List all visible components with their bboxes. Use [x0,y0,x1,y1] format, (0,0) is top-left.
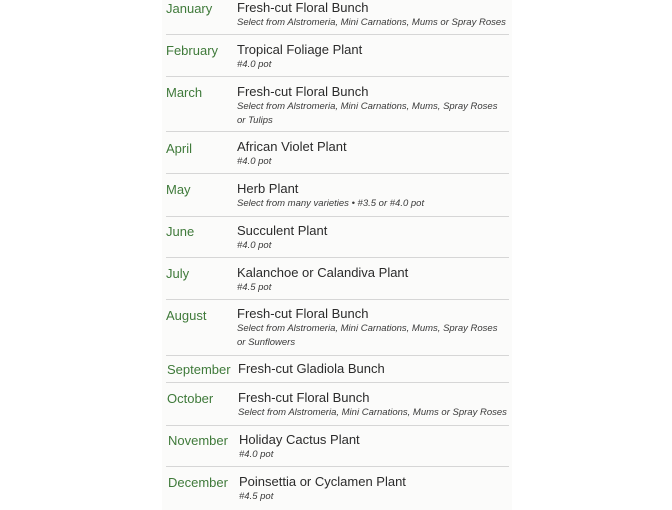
month-label: December [168,475,228,490]
item-subtitle: Select from Alstromeria, Mini Carnations, Mums or Spray Roses [238,407,507,418]
item-subtitle: #4.0 pot [239,449,274,460]
month-label: August [166,308,207,323]
item-block [237,84,503,128]
item-title: Holiday Cactus Plant [239,432,360,447]
month-label: July [166,266,190,281]
item-block [237,181,509,211]
month-label: September [167,362,231,377]
month-label: January [166,1,213,16]
month-label: June [166,224,195,239]
item-title: African Violet Plant [237,139,347,154]
item-title: Kalanchoe or Calandiva Plant [237,265,409,280]
item-title: Tropical Foliage Plant [237,42,363,57]
schedule-row-august [166,300,509,356]
item-subtitle: Select from Alstromeria, Mini Carnations, Mums, Spray Roses or Sunflowers [237,323,498,348]
month-label: October [167,391,214,406]
item-subtitle: #4.5 pot [237,282,272,293]
item-subtitle: #4.0 pot [237,240,272,251]
schedule-row-april [166,132,509,174]
month-label: April [166,141,193,156]
item-title: Fresh-cut Floral Bunch [237,0,369,15]
schedule-row-june [166,217,509,258]
item-subtitle: #4.0 pot [237,156,272,167]
schedule-row-january [166,0,509,35]
month-label: May [166,182,191,197]
schedule-row-september [166,356,509,383]
item-title: Fresh-cut Floral Bunch [237,84,369,99]
item-title: Herb Plant [237,181,299,196]
item-subtitle: Select from many varieties • #3.5 or #4.0 pot [237,198,425,209]
item-block [239,432,509,462]
item-block [237,0,509,30]
item-block [237,139,509,169]
item-subtitle: Select from Alstromeria, Mini Carnations, Mums or Spray Roses [237,17,506,28]
item-block [237,306,509,350]
item-block [237,223,509,253]
item-block [238,390,509,420]
item-block [238,361,509,377]
schedule-row-july [166,258,509,300]
schedule-row-may [166,174,509,217]
schedule-row-october [166,383,509,426]
item-subtitle: #4.0 pot [237,59,272,70]
item-block [237,265,509,295]
month-label: March [166,85,203,100]
item-title: Poinsettia or Cyclamen Plant [239,474,406,489]
item-subtitle: #4.5 pot [239,491,274,502]
item-title: Fresh-cut Gladiola Bunch [238,361,385,376]
schedule-row-february [166,35,509,77]
schedule-row-march [166,77,509,132]
month-label: November [168,433,228,448]
item-subtitle: Select from Alstromeria, Mini Carnations, Mums, Spray Roses or Tulips [237,101,498,126]
item-block [239,474,509,504]
item-title: Fresh-cut Floral Bunch [238,390,370,405]
schedule-row-december [166,467,509,510]
schedule-row-november [166,426,509,467]
item-title: Succulent Plant [237,223,328,238]
item-title: Fresh-cut Floral Bunch [237,306,369,321]
month-label: February [166,43,219,58]
item-block [237,42,509,72]
